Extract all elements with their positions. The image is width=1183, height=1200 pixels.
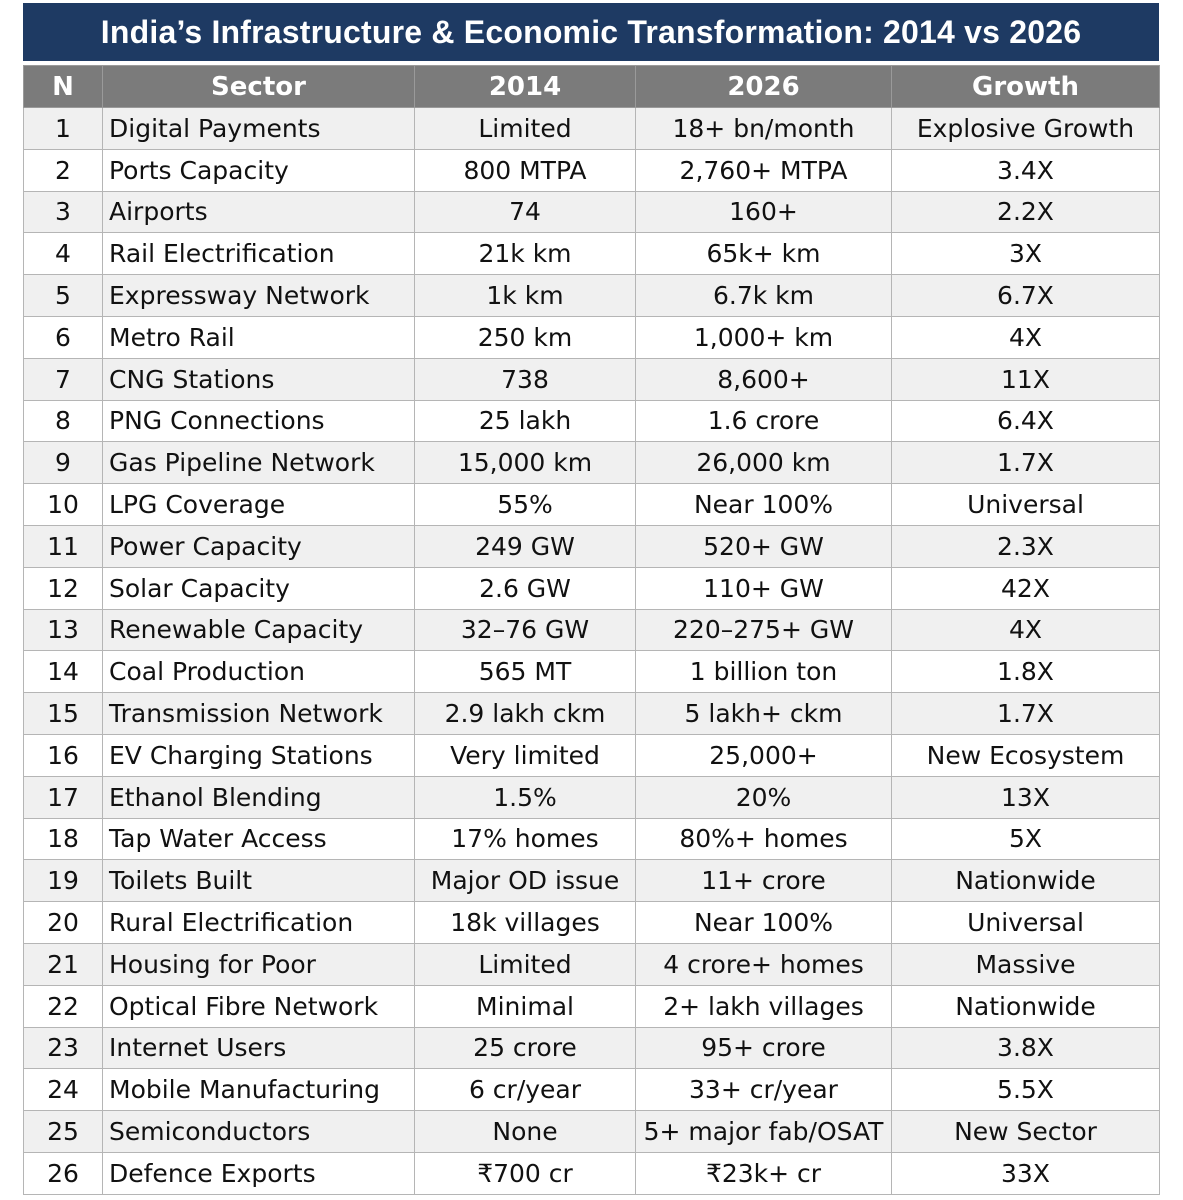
cell-n: 16 xyxy=(24,734,103,776)
cell-n: 22 xyxy=(24,985,103,1027)
column-header-2014: 2014 xyxy=(415,66,636,108)
cell-n: 17 xyxy=(24,776,103,818)
cell-2026: 1 billion ton xyxy=(636,651,892,693)
cell-growth: 5X xyxy=(892,818,1160,860)
cell-growth: 11X xyxy=(892,358,1160,400)
column-header-sector: Sector xyxy=(103,66,415,108)
table-row xyxy=(24,567,1160,609)
cell-sector: Mobile Manufacturing xyxy=(103,1069,415,1111)
cell-growth: 6.4X xyxy=(892,400,1160,442)
cell-n: 5 xyxy=(24,275,103,317)
cell-2014: 738 xyxy=(415,358,636,400)
cell-growth: 3X xyxy=(892,233,1160,275)
cell-2026: 20% xyxy=(636,776,892,818)
cell-growth: 1.7X xyxy=(892,693,1160,735)
cell-growth: 5.5X xyxy=(892,1069,1160,1111)
page-title: India’s Infrastructure & Economic Transformation: 2014 vs 2026 xyxy=(23,3,1159,61)
cell-sector: Ports Capacity xyxy=(103,149,415,191)
table-row xyxy=(24,233,1160,275)
cell-growth: Massive xyxy=(892,943,1160,985)
cell-2014: 21k km xyxy=(415,233,636,275)
cell-sector: Solar Capacity xyxy=(103,567,415,609)
table-body xyxy=(24,108,1160,1195)
cell-2026: Near 100% xyxy=(636,902,892,944)
cell-2014: 32–76 GW xyxy=(415,609,636,651)
table-row xyxy=(24,191,1160,233)
table-row xyxy=(24,734,1160,776)
cell-sector: Rural Electrification xyxy=(103,902,415,944)
table-row xyxy=(24,651,1160,693)
cell-sector: Coal Production xyxy=(103,651,415,693)
cell-2026: 2,760+ MTPA xyxy=(636,149,892,191)
cell-2014: 250 km xyxy=(415,316,636,358)
cell-sector: CNG Stations xyxy=(103,358,415,400)
cell-n: 1 xyxy=(24,108,103,150)
cell-sector: Ethanol Blending xyxy=(103,776,415,818)
cell-n: 18 xyxy=(24,818,103,860)
table-row xyxy=(24,275,1160,317)
cell-2014: 25 lakh xyxy=(415,400,636,442)
cell-2026: 65k+ km xyxy=(636,233,892,275)
cell-sector: Rail Electrification xyxy=(103,233,415,275)
cell-growth: New Sector xyxy=(892,1111,1160,1153)
cell-sector: Metro Rail xyxy=(103,316,415,358)
cell-n: 21 xyxy=(24,943,103,985)
cell-growth: 33X xyxy=(892,1152,1160,1194)
cell-2026: 95+ crore xyxy=(636,1027,892,1069)
table-row xyxy=(24,316,1160,358)
cell-growth: 6.7X xyxy=(892,275,1160,317)
table-row xyxy=(24,693,1160,735)
cell-growth: New Ecosystem xyxy=(892,734,1160,776)
cell-n: 6 xyxy=(24,316,103,358)
table-row xyxy=(24,400,1160,442)
cell-2026: Near 100% xyxy=(636,484,892,526)
cell-2026: 5+ major fab/OSAT xyxy=(636,1111,892,1153)
cell-sector: PNG Connections xyxy=(103,400,415,442)
cell-n: 20 xyxy=(24,902,103,944)
cell-2026: 110+ GW xyxy=(636,567,892,609)
cell-n: 23 xyxy=(24,1027,103,1069)
cell-growth: 1.7X xyxy=(892,442,1160,484)
table-row xyxy=(24,776,1160,818)
cell-2026: 11+ crore xyxy=(636,860,892,902)
cell-sector: Toilets Built xyxy=(103,860,415,902)
cell-sector: Expressway Network xyxy=(103,275,415,317)
cell-2014: Minimal xyxy=(415,985,636,1027)
cell-2014: 800 MTPA xyxy=(415,149,636,191)
cell-2014: 6 cr/year xyxy=(415,1069,636,1111)
cell-2026: 160+ xyxy=(636,191,892,233)
cell-n: 2 xyxy=(24,149,103,191)
cell-n: 11 xyxy=(24,525,103,567)
table-row xyxy=(24,442,1160,484)
cell-sector: Semiconductors xyxy=(103,1111,415,1153)
cell-2014: ₹700 cr xyxy=(415,1152,636,1194)
table-row xyxy=(24,525,1160,567)
comparison-table xyxy=(23,65,1160,1195)
table-row xyxy=(24,1069,1160,1111)
cell-sector: Airports xyxy=(103,191,415,233)
cell-growth: 3.8X xyxy=(892,1027,1160,1069)
cell-growth: 2.2X xyxy=(892,191,1160,233)
cell-2026: 5 lakh+ ckm xyxy=(636,693,892,735)
cell-n: 9 xyxy=(24,442,103,484)
cell-2026: 220–275+ GW xyxy=(636,609,892,651)
column-header-growth: Growth xyxy=(892,66,1160,108)
cell-2014: 2.6 GW xyxy=(415,567,636,609)
cell-2014: Limited xyxy=(415,108,636,150)
table-row xyxy=(24,484,1160,526)
cell-2026: 520+ GW xyxy=(636,525,892,567)
cell-n: 12 xyxy=(24,567,103,609)
cell-2026: 4 crore+ homes xyxy=(636,943,892,985)
cell-growth: Nationwide xyxy=(892,985,1160,1027)
cell-growth: 3.4X xyxy=(892,149,1160,191)
cell-growth: Universal xyxy=(892,484,1160,526)
cell-sector: EV Charging Stations xyxy=(103,734,415,776)
cell-sector: Transmission Network xyxy=(103,693,415,735)
cell-2014: 17% homes xyxy=(415,818,636,860)
cell-sector: Gas Pipeline Network xyxy=(103,442,415,484)
cell-2014: 55% xyxy=(415,484,636,526)
table-header-row xyxy=(24,66,1160,108)
table-row xyxy=(24,149,1160,191)
cell-growth: 4X xyxy=(892,316,1160,358)
cell-n: 25 xyxy=(24,1111,103,1153)
cell-2026: 6.7k km xyxy=(636,275,892,317)
cell-2014: Major OD issue xyxy=(415,860,636,902)
cell-sector: Defence Exports xyxy=(103,1152,415,1194)
cell-2014: None xyxy=(415,1111,636,1153)
cell-growth: 42X xyxy=(892,567,1160,609)
cell-2014: 18k villages xyxy=(415,902,636,944)
cell-2026: 8,600+ xyxy=(636,358,892,400)
table-row xyxy=(24,902,1160,944)
cell-2014: 74 xyxy=(415,191,636,233)
cell-sector: Housing for Poor xyxy=(103,943,415,985)
cell-n: 8 xyxy=(24,400,103,442)
table-row xyxy=(24,818,1160,860)
cell-growth: Universal xyxy=(892,902,1160,944)
column-header-2026: 2026 xyxy=(636,66,892,108)
cell-2026: 18+ bn/month xyxy=(636,108,892,150)
cell-2026: 80%+ homes xyxy=(636,818,892,860)
column-header-n: N xyxy=(24,66,103,108)
cell-2014: 249 GW xyxy=(415,525,636,567)
cell-2014: 2.9 lakh ckm xyxy=(415,693,636,735)
cell-2014: 565 MT xyxy=(415,651,636,693)
cell-n: 13 xyxy=(24,609,103,651)
table-row xyxy=(24,985,1160,1027)
cell-n: 19 xyxy=(24,860,103,902)
cell-n: 15 xyxy=(24,693,103,735)
cell-2026: 33+ cr/year xyxy=(636,1069,892,1111)
cell-sector: LPG Coverage xyxy=(103,484,415,526)
cell-n: 26 xyxy=(24,1152,103,1194)
cell-sector: Renewable Capacity xyxy=(103,609,415,651)
cell-2026: 1,000+ km xyxy=(636,316,892,358)
cell-2014: 1k km xyxy=(415,275,636,317)
cell-2014: 25 crore xyxy=(415,1027,636,1069)
cell-growth: Explosive Growth xyxy=(892,108,1160,150)
table-row xyxy=(24,943,1160,985)
cell-growth: 1.8X xyxy=(892,651,1160,693)
cell-2014: Very limited xyxy=(415,734,636,776)
cell-n: 3 xyxy=(24,191,103,233)
cell-2026: 25,000+ xyxy=(636,734,892,776)
cell-n: 14 xyxy=(24,651,103,693)
cell-sector: Optical Fibre Network xyxy=(103,985,415,1027)
cell-2014: 15,000 km xyxy=(415,442,636,484)
table-row xyxy=(24,358,1160,400)
table-row xyxy=(24,108,1160,150)
cell-growth: 4X xyxy=(892,609,1160,651)
cell-2014: Limited xyxy=(415,943,636,985)
table-row xyxy=(24,1027,1160,1069)
cell-n: 24 xyxy=(24,1069,103,1111)
table-row xyxy=(24,860,1160,902)
cell-growth: 13X xyxy=(892,776,1160,818)
cell-n: 10 xyxy=(24,484,103,526)
cell-2026: 26,000 km xyxy=(636,442,892,484)
cell-n: 4 xyxy=(24,233,103,275)
table-row xyxy=(24,1152,1160,1194)
cell-sector: Internet Users xyxy=(103,1027,415,1069)
cell-growth: 2.3X xyxy=(892,525,1160,567)
cell-sector: Tap Water Access xyxy=(103,818,415,860)
cell-sector: Digital Payments xyxy=(103,108,415,150)
cell-2026: 1.6 crore xyxy=(636,400,892,442)
table-row xyxy=(24,1111,1160,1153)
cell-2026: ₹23k+ cr xyxy=(636,1152,892,1194)
cell-growth: Nationwide xyxy=(892,860,1160,902)
cell-2026: 2+ lakh villages xyxy=(636,985,892,1027)
cell-sector: Power Capacity xyxy=(103,525,415,567)
cell-2014: 1.5% xyxy=(415,776,636,818)
cell-n: 7 xyxy=(24,358,103,400)
table-row xyxy=(24,609,1160,651)
